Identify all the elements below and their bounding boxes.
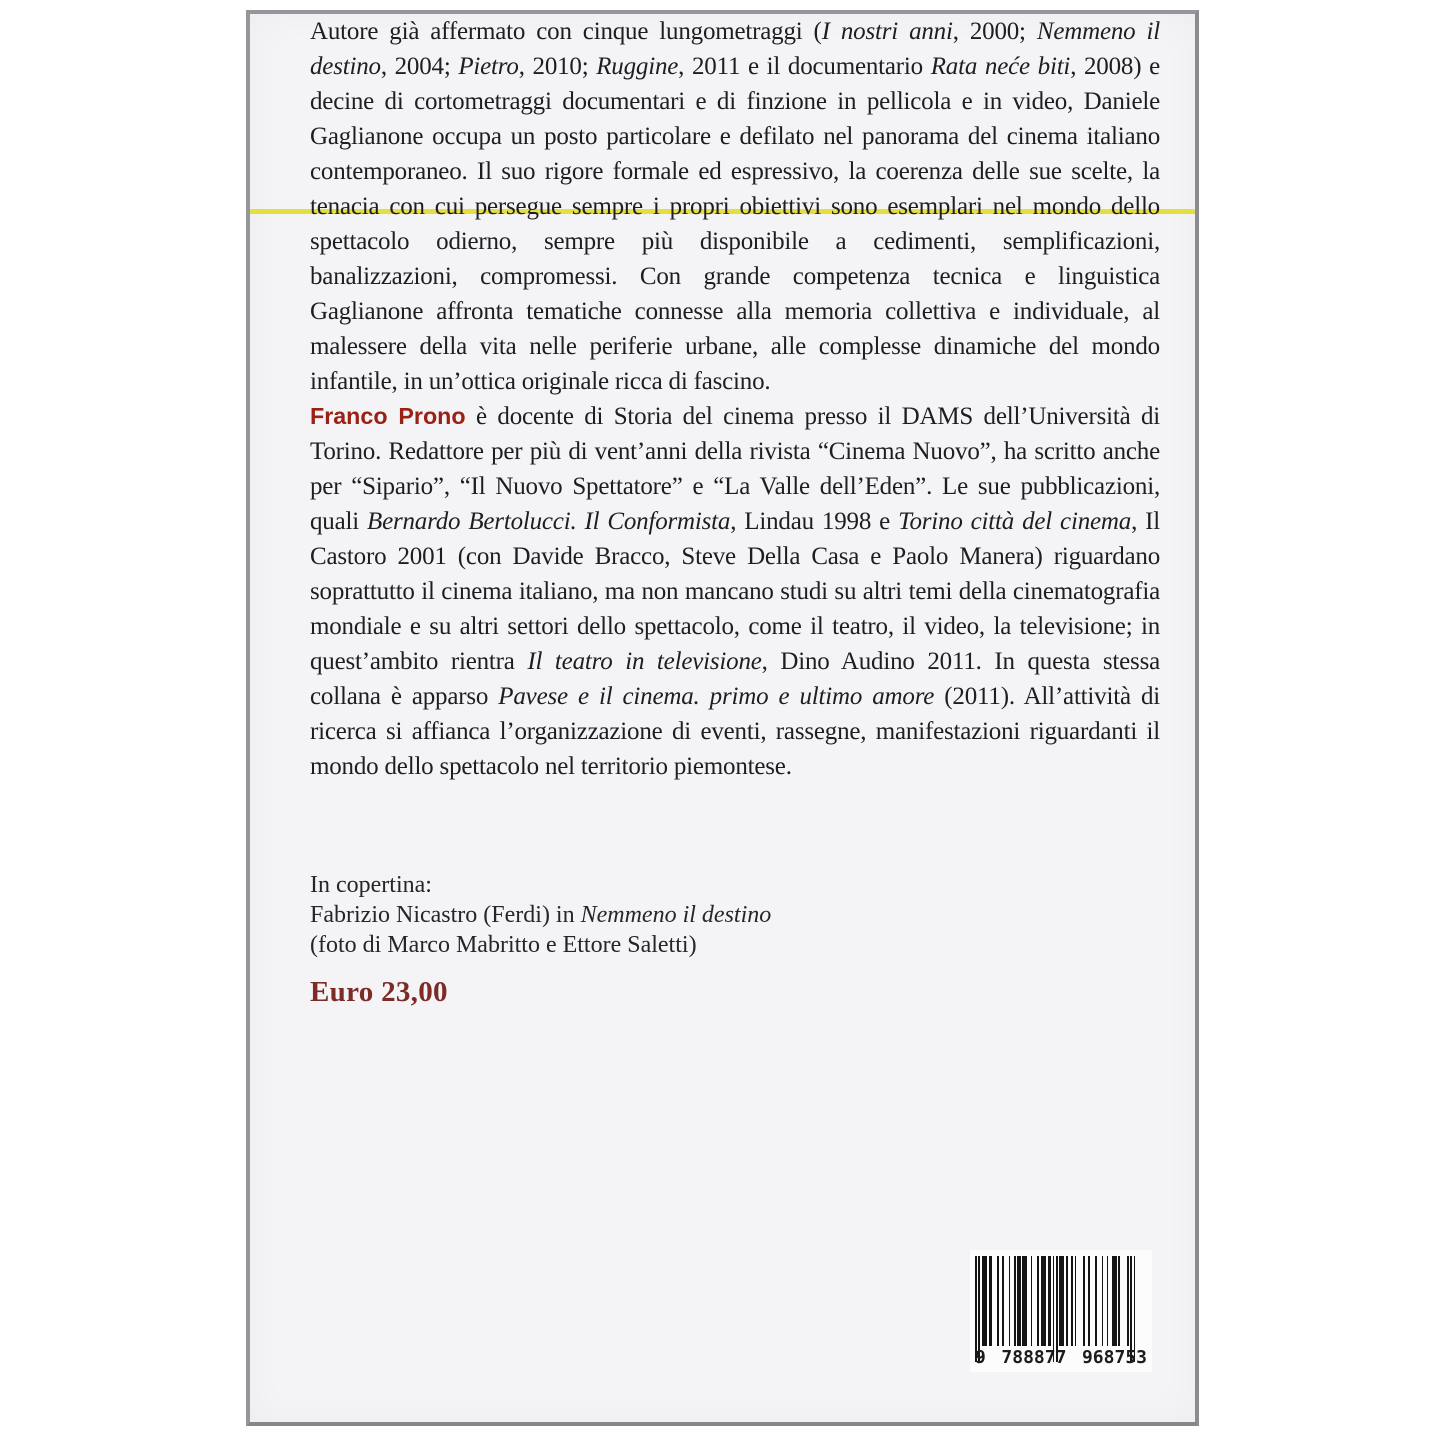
price-label: Euro 23,00	[310, 976, 448, 1008]
bio-paragraph: Autore già affermato con cinque lungometraggi (I nostri anni, 2000; Nemmeno il destino, 2004; Pietro, 2010; Ruggine, 2011 e il documentario Rata neće biti, 2008) e decine di cortometraggi documentari e di finzione in pellicola e in video, Daniele Gaglianone occupa un posto particolare e defilato nel panorama del cinema italiano contemporaneo. Il suo rigore formale ed espressivo, la coerenza delle sue scelte, la tenacia con cui persegue sempre i propri obiettivi sono esemplari nel mondo dello spettacolo odierno, sempre più disponibile a cedimenti, semplificazioni, banalizzazioni, compromessi. Con grande competenza tecnica e linguistica Gaglianone affronta tematiche connesse alla memoria collettiva e individuale, al malessere della vita nelle periferie urbane, alle complesse dinamiche del mondo infantile, in un’ottica originale ricca di fascino.	[310, 18, 1160, 395]
cover-credit	[310, 870, 1160, 960]
barcode-digit-group: 968753	[1081, 1347, 1147, 1368]
barcode-digits	[975, 1347, 1147, 1368]
barcode	[970, 1250, 1152, 1372]
book-back-cover	[246, 10, 1199, 1426]
cover-text-area	[250, 14, 1195, 1009]
barcode-bars	[975, 1256, 1147, 1346]
barcode-digit-group: 9	[975, 1347, 986, 1368]
author-paragraph: Franco Prono è docente di Storia del cinema presso il DAMS dell’Università di Torino. Redattore per più di vent’anni della rivista “Cinema Nuovo”, ha scritto anche per “Sipario”, “Il Nuovo Spettatore” e “La Valle dell’Eden”. Le sue pubblicazioni, quali Bernardo Bertolucci. Il Conformista, Lindau 1998 e Torino città del cinema, Il Castoro 2001 (con Davide Bracco, Steve Della Casa e Paolo Manera) riguardano soprattutto il cinema italiano, ma non mancano studi su altri temi della cinematografia mondiale e su altri settori dello spettacolo, come il teatro, il video, la televisione; in quest’ambito rientra Il teatro in televisione, Dino Audino 2011. In questa stessa collana è apparso Pavese e il cinema. primo e ultimo amore (2011). All’attività di ricerca si affianca l’organizzazione di eventi, rassegne, manifestazioni riguardanti il mondo dello spettacolo nel territorio piemontese.	[310, 403, 1161, 780]
cover-credit-line: (foto di Marco Mabritto e Ettore Saletti)	[310, 932, 697, 958]
cover-credit-line: In copertina:	[310, 872, 432, 898]
cover-credit-line: Fabrizio Nicastro (Ferdi) in Nemmeno il destino	[310, 902, 772, 928]
barcode-digit-group: 788877	[1001, 1347, 1067, 1368]
